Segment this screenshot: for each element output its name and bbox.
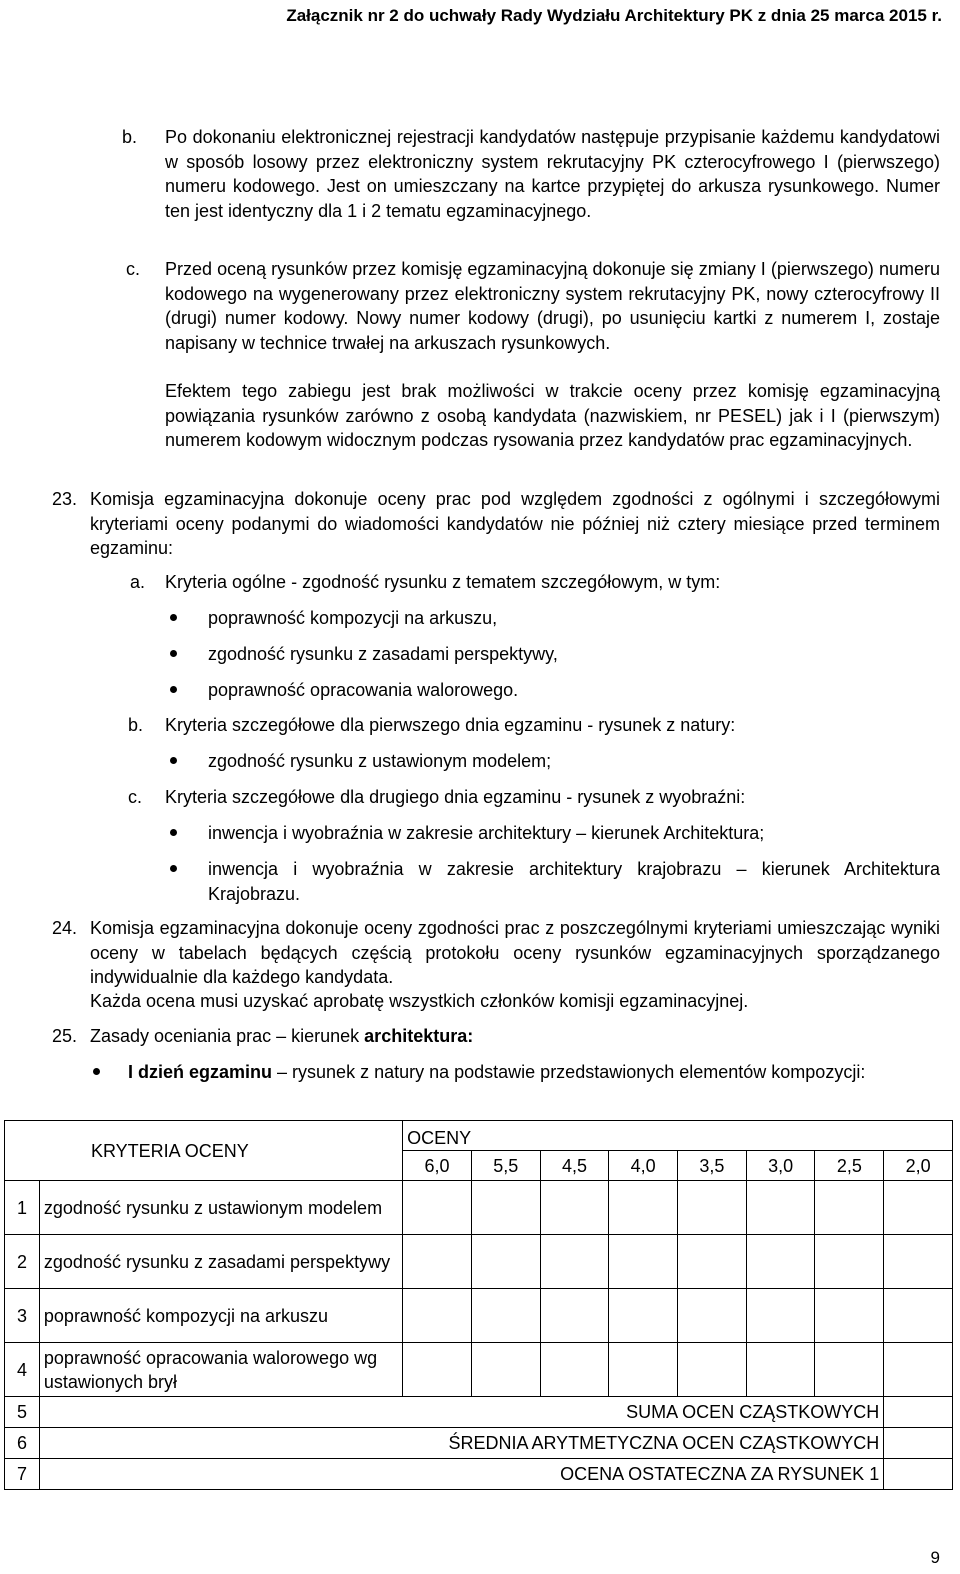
bullet-icon xyxy=(170,865,177,872)
grade-cell: 4,5 xyxy=(540,1151,609,1181)
score-cell[interactable] xyxy=(884,1397,953,1428)
criteria-header: KRYTERIA OCENY xyxy=(91,1140,249,1161)
score-cell[interactable] xyxy=(609,1235,678,1289)
bullet-icon xyxy=(93,1068,100,1075)
paragraph-23-number: 23. xyxy=(52,489,78,509)
score-cell[interactable] xyxy=(746,1181,815,1235)
p23-a-text: Kryteria ogólne - zgodność rysunku z tematem szczegółowym, w tym: xyxy=(165,572,721,592)
score-cell[interactable] xyxy=(884,1289,953,1343)
grade-cell: 4,0 xyxy=(609,1151,678,1181)
page-header: Załącznik nr 2 do uchwały Rady Wydziału Architektury PK z dnia 25 marca 2015 r. xyxy=(286,6,942,25)
score-cell[interactable] xyxy=(815,1181,884,1235)
p23-c-bullet-2: inwencja i wyobraźnia w zakresie architektury krajobrazu – kierunek Architektura Krajobrazu. xyxy=(208,859,940,904)
item-c-label: c. xyxy=(126,259,141,279)
paragraph-24-text: Komisja egzaminacyjna dokonuje oceny zgodności prac z poszczególnymi kryteriami umieszczając wyniki oceny w tabelach będących częścią protokołu oceny rysunków egzaminacyjnych sporządzanego indywidualnie dla każdego kandydata. xyxy=(90,918,940,987)
score-cell[interactable] xyxy=(678,1289,747,1343)
row-number: 1 xyxy=(5,1181,40,1235)
criterion-label: zgodność rysunku z ustawionym modelem xyxy=(39,1181,402,1235)
criteria-header-cell xyxy=(5,1121,403,1181)
p25-bullet-bold: I dzień egzaminu xyxy=(128,1062,273,1082)
item-c-text2: Efektem tego zabiegu jest brak możliwości w trakcie oceny przez komisję egzaminacyjną powiązania rysunków zarówno z osobą kandydata (nazwiskiem, nr PESEL) jak i I (pierwszym) numerem kodowym widocznym podczas rysowania przez kandydatów prac egzaminacyjnych. xyxy=(165,381,940,450)
bullet-icon xyxy=(170,686,177,693)
grade-cell: 2,5 xyxy=(815,1151,884,1181)
score-cell[interactable] xyxy=(884,1343,953,1397)
p23-a-bullet-1: poprawność kompozycji na arkuszu, xyxy=(208,608,498,628)
score-cell[interactable] xyxy=(609,1289,678,1343)
p23-b-label: b. xyxy=(128,715,144,735)
item-c-text: Przed oceną rysunków przez komisję egzaminacyjną dokonuje się zmiany I (pierwszego) numeru kodowego na wygenerowany przez elektroniczny system rekrutacyjny PK, nowy czterocyfrowy II (drugi) numer kodowy. Nowy numer kodowy (drugi), po usunięciu kartki z numerem I, zostaje napisany w technice trwałej na arkuszach rysunkowych. xyxy=(165,259,940,353)
summary-label: SUMA OCEN CZĄSTKOWYCH xyxy=(39,1397,883,1428)
criterion-label: poprawność kompozycji na arkuszu xyxy=(39,1289,402,1343)
row-number: 7 xyxy=(5,1459,40,1490)
p25-text-bold: architektura: xyxy=(364,1026,474,1046)
item-b-text: Po dokonaniu elektronicznej rejestracji kandydatów następuje przypisanie każdemu kandydatowi w sposób losowy przez elektroniczny system rekrutacyjny PK czterocyfrowego I (pierwszego) numeru kodowego. Jest on umieszczany na kartce przypiętej do arkusza rysunkowego. Numer ten jest identyczny dla 1 i 2 tematu egzaminacyjnego. xyxy=(165,127,940,221)
score-cell[interactable] xyxy=(403,1181,472,1235)
score-cell[interactable] xyxy=(540,1289,609,1343)
row-number: 5 xyxy=(5,1397,40,1428)
p23-a-label: a. xyxy=(130,572,146,592)
p23-b-text: Kryteria szczegółowe dla pierwszego dnia egzaminu - rysunek z natury: xyxy=(165,715,736,735)
score-cell[interactable] xyxy=(471,1235,540,1289)
score-cell[interactable] xyxy=(746,1289,815,1343)
p23-a-bullet-2: zgodność rysunku z zasadami perspektywy, xyxy=(208,644,558,664)
bullet-icon xyxy=(170,614,177,621)
score-cell[interactable] xyxy=(609,1343,678,1397)
grade-cell: 5,5 xyxy=(471,1151,540,1181)
page-number: 9 xyxy=(930,1548,940,1567)
paragraph-25-text xyxy=(90,1024,473,1048)
score-cell[interactable] xyxy=(815,1235,884,1289)
score-cell[interactable] xyxy=(884,1235,953,1289)
score-cell[interactable] xyxy=(403,1235,472,1289)
p25-text-plain: Zasady oceniania prac – kierunek xyxy=(90,1026,365,1046)
bullet-icon xyxy=(170,757,177,764)
score-cell[interactable] xyxy=(540,1235,609,1289)
criteria-table xyxy=(4,1120,953,1490)
score-cell[interactable] xyxy=(403,1289,472,1343)
summary-label: OCENA OSTATECZNA ZA RYSUNEK 1 xyxy=(39,1459,883,1490)
row-number: 6 xyxy=(5,1428,40,1459)
score-cell[interactable] xyxy=(471,1181,540,1235)
criterion-label: poprawność opracowania walorowego wg ustawionych brył xyxy=(39,1343,402,1397)
p23-a-bullet-3: poprawność opracowania walorowego. xyxy=(208,680,519,700)
score-cell[interactable] xyxy=(746,1343,815,1397)
score-cell[interactable] xyxy=(746,1235,815,1289)
score-cell[interactable] xyxy=(678,1235,747,1289)
paragraph-25-number: 25. xyxy=(52,1026,78,1046)
paragraph-24-number: 24. xyxy=(52,918,78,938)
grade-cell: 3,0 xyxy=(746,1151,815,1181)
p23-c-label: c. xyxy=(128,787,143,807)
grade-cell: 2,0 xyxy=(884,1151,953,1181)
p25-bullet-text: – rysunek z natury na podstawie przedstawionych elementów kompozycji: xyxy=(272,1062,866,1082)
score-cell[interactable] xyxy=(471,1343,540,1397)
score-cell[interactable] xyxy=(609,1181,678,1235)
score-cell[interactable] xyxy=(540,1181,609,1235)
paragraph-24-text2: Każda ocena musi uzyskać aprobatę wszystkich członków komisji egzaminacyjnej. xyxy=(90,991,749,1011)
grade-cell: 6,0 xyxy=(403,1151,472,1181)
score-cell[interactable] xyxy=(403,1343,472,1397)
score-cell[interactable] xyxy=(471,1289,540,1343)
grades-header-cell xyxy=(403,1121,953,1151)
score-cell[interactable] xyxy=(540,1343,609,1397)
p23-c-bullet-1: inwencja i wyobraźnia w zakresie architektury – kierunek Architektura; xyxy=(208,823,765,843)
row-number: 4 xyxy=(5,1343,40,1397)
summary-label: ŚREDNIA ARYTMETYCZNA OCEN CZĄSTKOWYCH xyxy=(39,1428,883,1459)
row-number: 3 xyxy=(5,1289,40,1343)
score-cell[interactable] xyxy=(884,1181,953,1235)
score-cell[interactable] xyxy=(815,1343,884,1397)
score-cell[interactable] xyxy=(678,1343,747,1397)
grades-header: OCENY xyxy=(407,1128,472,1148)
score-cell[interactable] xyxy=(884,1428,953,1459)
p23-b-bullet-1: zgodność rysunku z ustawionym modelem; xyxy=(208,751,552,771)
item-b-label: b. xyxy=(122,127,138,147)
score-cell[interactable] xyxy=(678,1181,747,1235)
p25-bullet xyxy=(128,1060,940,1085)
grade-cell: 3,5 xyxy=(678,1151,747,1181)
bullet-icon xyxy=(170,650,177,657)
score-cell[interactable] xyxy=(815,1289,884,1343)
criterion-label: zgodność rysunku z zasadami perspektywy xyxy=(39,1235,402,1289)
row-number: 2 xyxy=(5,1235,40,1289)
p23-c-text: Kryteria szczegółowe dla drugiego dnia egzaminu - rysunek z wyobraźni: xyxy=(165,787,746,807)
bullet-icon xyxy=(170,829,177,836)
score-cell[interactable] xyxy=(884,1459,953,1490)
paragraph-23-text: Komisja egzaminacyjna dokonuje oceny prac pod względem zgodności z ogólnymi i szczegółowymi kryteriami oceny podanymi do wiadomości kandydatów nie później niż cztery miesiące przed terminem egzaminu: xyxy=(90,489,940,558)
